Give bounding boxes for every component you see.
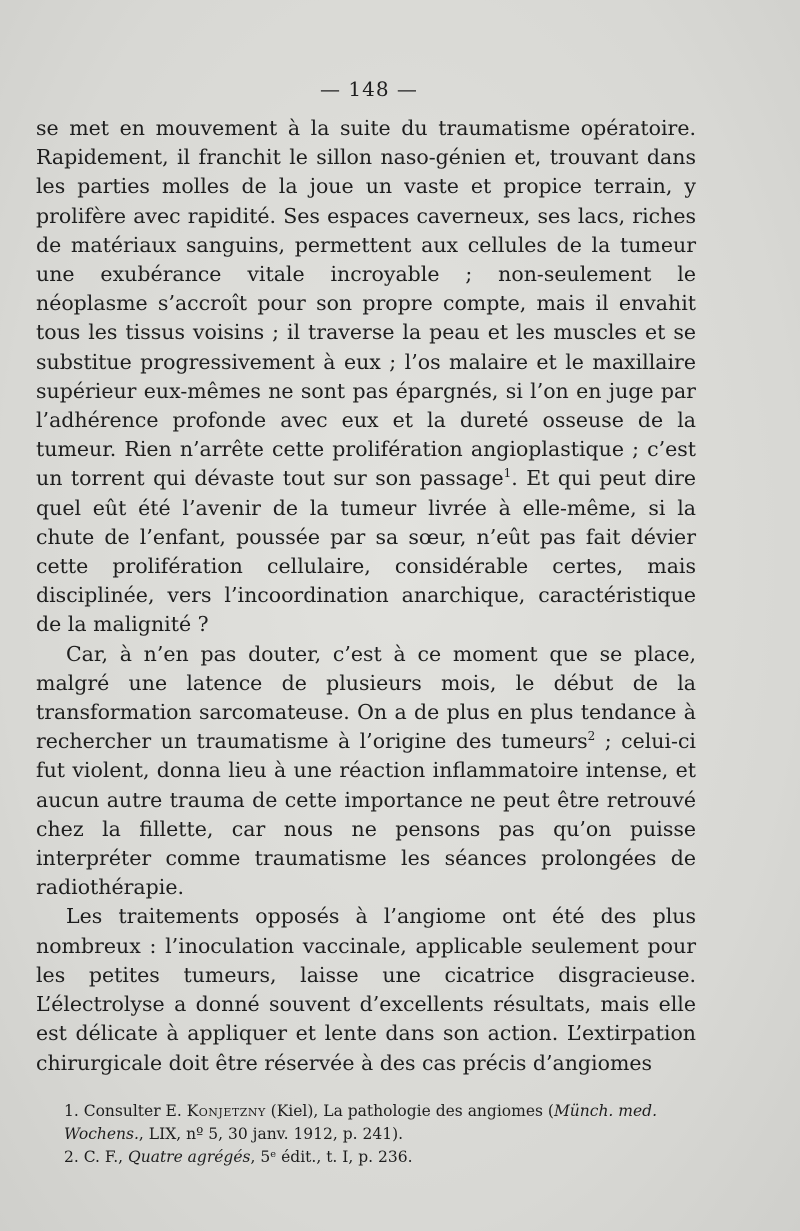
footnotes: [36, 1100, 706, 1169]
paragraph-2: [36, 640, 696, 903]
body-text: [36, 114, 696, 1078]
footnote-ref: 1: [503, 466, 512, 481]
text-run: Consulter E.: [83, 1102, 187, 1120]
text-run: ; celui-ci fut violent, donna lieu à une réaction inflammatoire intense, et aucun autre trauma de cette importance ne peut être retrouvé chez la fillette, car nous ne pensons pas qu’on puisse interpréter comme traumatisme les séances prolongées de radiothérapie.: [36, 729, 696, 900]
footnote-1: [36, 1100, 706, 1146]
text-run: C. F.,: [83, 1148, 129, 1166]
footnote-ref: 2: [587, 729, 596, 744]
text-run: (Kiel), La pathologie des angiomes (: [265, 1102, 554, 1120]
paragraph-3: [36, 902, 696, 1077]
text-run: Les traitements opposés à l’angiome ont été des plus nombreux : l’inoculation vaccinale, applicable seulement pour les petites tumeurs, laisse une cicatrice disgracieuse. L’électrolyse a donné souvent d’excellents résultats, mais elle est délicate à appliquer et lente dans son action. L’extirpation chirurgicale doit être réservée à des cas précis d’angiomes: [36, 904, 696, 1075]
text-run: , LIX, nº 5, 30 janv. 1912, p. 241).: [138, 1125, 404, 1143]
page-number: — 148 —: [320, 77, 418, 101]
text-run: Car, à n’en pas douter, c’est à ce moment que se place, malgré une latence de plusieurs mois, le début de la transformation sarcomateuse. On a de plus en plus tendance à rechercher un traumatisme à l’origine des tumeurs: [36, 641, 696, 754]
footnote-2: [36, 1146, 706, 1169]
italic-run: Quatre agrégés: [128, 1148, 251, 1166]
text-run: . Et qui peut dire quel eût été l’avenir de la tumeur livrée à elle-même, si la chute de l’enfant, poussée par sa sœur, n’eût pas fait dévier cette prolifération cellulaire, considérable certes, mais disciplinée, vers l’incoordination anarchique, caractéristique de la malignité ?: [36, 466, 696, 637]
text-run: se met en mouvement à la suite du traumatisme opératoire. Rapidement, il franchit le sillon naso-génien et, trouvant dans les parties molles de la joue un vaste et propice terrain, y prolifère avec rapidité. Ses espaces caverneux, ses lacs, riches de matériaux sanguins, permettent aux cellules de la tumeur une exubérance vitale incroyable ; non-seulement le néoplasme s’accroît pour son propre compte, mais il envahit tous les tissus voisins ; il traverse la peau et les muscles et se substitue progressivement à eux ; l’os malaire et le maxillaire supérieur eux-mêmes ne sont pas épargnés, si l’on en juge par l’adhérence profonde avec eux et la dureté osseuse de la tumeur. Rien n’arrête cette prolifération angioplastique ; c’est un torrent qui dévaste tout sur son passage: [36, 116, 696, 491]
paragraph-1: [36, 114, 696, 640]
author-name: Konjetzny: [186, 1102, 266, 1120]
footnote-number: 1.: [64, 1102, 84, 1120]
footnote-number: 2.: [64, 1148, 84, 1166]
italic-run: Münch. med. Wochens.: [64, 1102, 658, 1143]
page: [36, 74, 696, 1078]
text-run: , 5ᵉ édit., t. I, p. 236.: [250, 1148, 413, 1166]
